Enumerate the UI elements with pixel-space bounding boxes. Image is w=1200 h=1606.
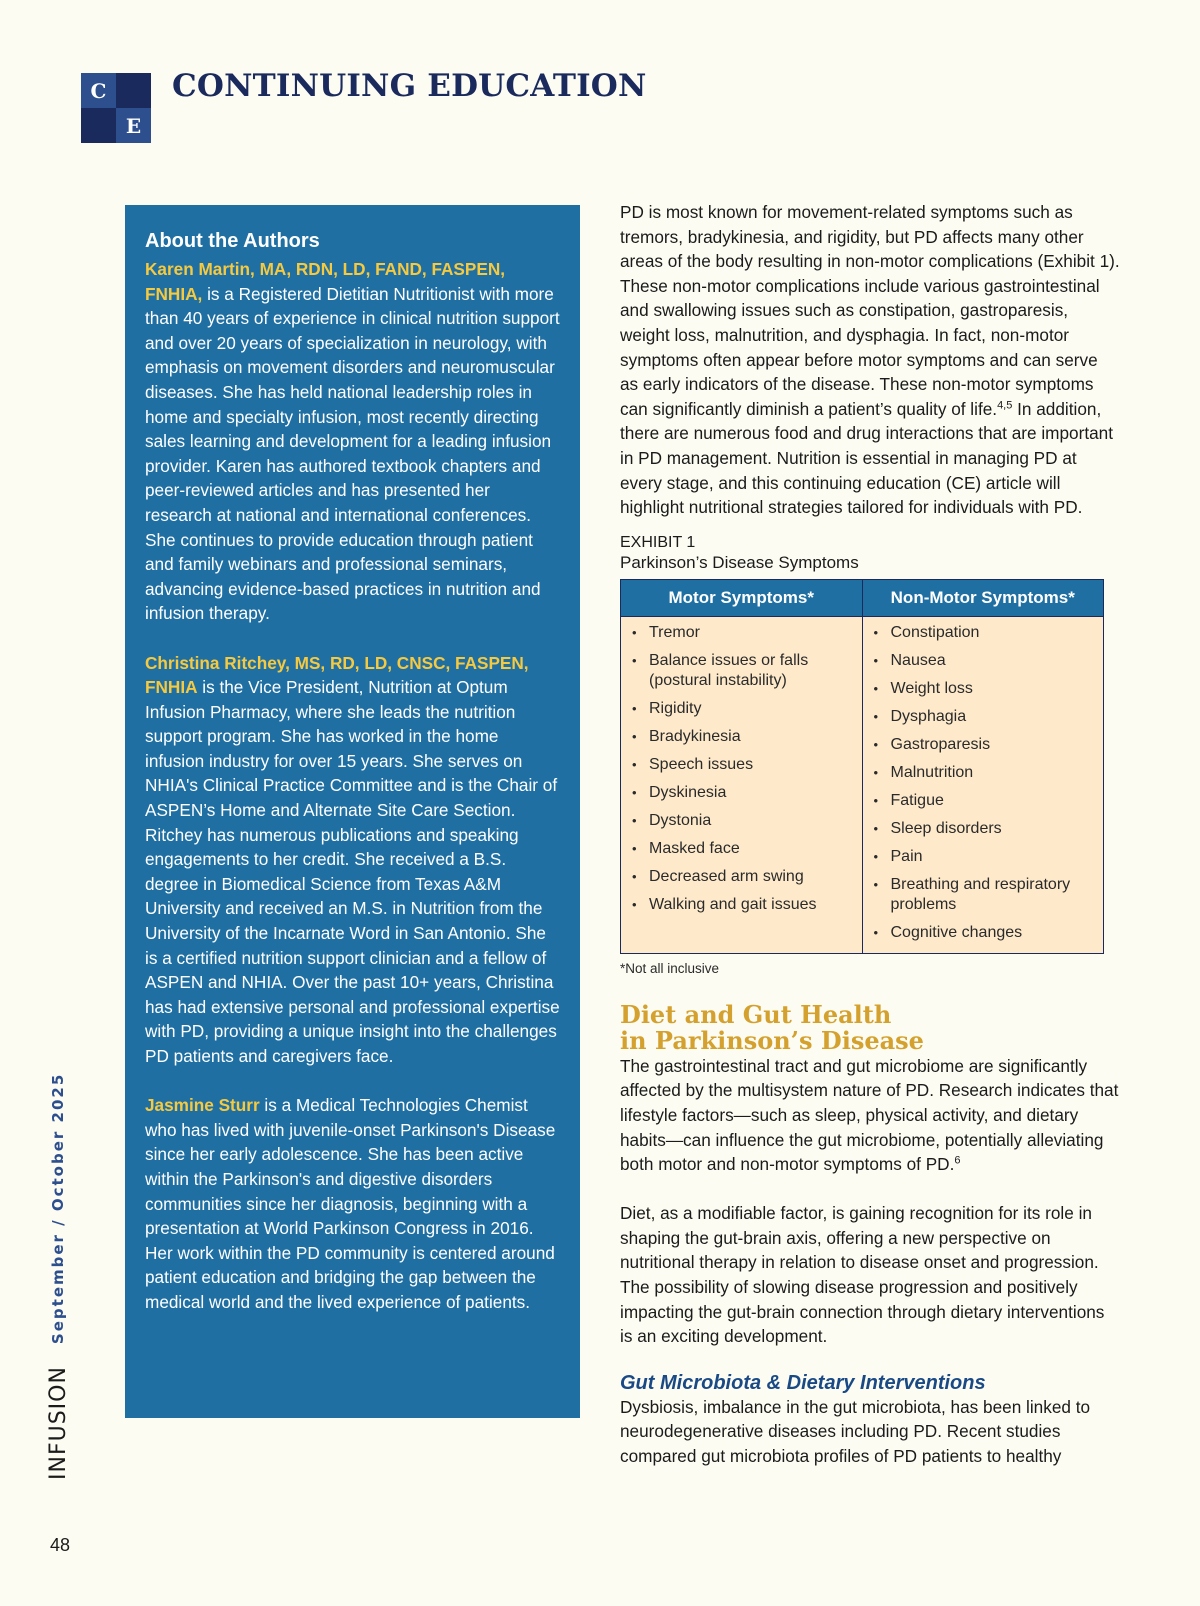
citation: 6 [954,1154,961,1167]
non-motor-column [863,617,1104,953]
list-item: • Speech issues [629,755,854,776]
author-name: Karen Martin, MA, RDN, LD, FAND, FASPEN, FNHIA, [145,259,506,304]
list-item: • Rigidity [629,699,854,720]
diet-heading-line: Diet and Gut Health [620,999,892,1029]
intro-text: PD is most known for movement-related symptoms such as tremors, bradykinesia, and rigidity, but PD affects many other areas of the body resulting in non-motor complications (Exhibit 1). These non-motor complications include various gastrointestinal and swallowing issues such as constipation, gastroparesis, weight loss, malnutrition, and dysphagia. In fact, non-motor symptoms often appear before motor symptoms and can serve as early indicators of the disease. These non-motor symptoms can significantly diminish a patient’s quality of life. [620,202,1120,419]
intro-text: In addition, there are numerous food and drug interactions that are important in PD management. Nutrition is essential in managing PD at every stage, and this continuing education (CE) article will highlight nutritional strategies tailored for individuals with PD. [620,398,1113,518]
ce-logo-block [116,73,151,108]
list-item: • Nausea [871,651,1096,672]
list-item: • Malnutrition [871,763,1096,784]
exhibit-label: EXHIBIT 1 [620,533,696,551]
motor-column-header: Motor Symptoms* [621,580,863,616]
list-item: • Bradykinesia [629,727,854,748]
list-item: • Tremor [629,623,854,644]
running-footer [38,1030,78,1480]
author-bio-text: is a Registered Dietitian Nutritionist with more than 40 years of experience in clinical nutrition support and over 20 years of specialization in neurology, with emphasis on movement disorders and neuromuscular diseases. She has held national leadership roles in home and specialty infusion, most recently directing sales learning and development for a leading infusion provider. Karen has authored textbook chapters and peer-reviewed articles and has presented her research at national and international conferences. She continues to provide education through patient and family webinars and professional seminars, advancing evidence-based practices in nutrition and infusion therapy. [145,283,560,624]
list-item: • Constipation [871,623,1096,644]
non-motor-column-header: Non-Motor Symptoms* [890,587,1075,607]
author-bio [145,257,560,626]
table-header [621,580,1103,616]
list-item: • Pain [871,847,1096,868]
symptoms-table [620,579,1104,954]
gut-heading: Gut Microbiota & Dietary Interventions [620,1371,986,1394]
citation: 4,5 [997,399,1013,412]
table-footnote: *Not all inclusive [620,960,720,976]
diet-heading [620,999,1120,1055]
list-item: • Sleep disorders [871,819,1096,840]
list-item: • Dystonia [629,811,854,832]
author-name: Jasmine Sturr [145,1095,260,1116]
ce-logo-c: C [81,73,116,108]
list-item: • Dysphagia [871,707,1096,728]
author-name: Christina Ritchey, MS, RD, LD, CNSC, FASPEN, FNHIA [145,652,529,698]
author-bio-text: is a Medical Technologies Chemist who has lived with juvenile-onset Parkinson's Disease since her early adolescence. She has been active within the Parkinson's and digestive disorders communities since her diagnosis, beginning with a presentation at World Parkinson Congress in 2016. Her work within the PD community is centered around patient education and bridging the gap between the medical world and the lived experience of patients. [145,1095,556,1312]
exhibit-title: Parkinson’s Disease Symptoms [620,552,859,572]
list-item: • Breathing and respiratory problems [871,875,1096,916]
list-item: • Gastroparesis [871,735,1096,756]
diet-paragraph [620,1054,1120,1177]
diet-heading-line: in Parkinson’s Disease [620,1025,924,1055]
diet-text: The gastrointestinal tract and gut microbiome are significantly affected by the multisystem nature of PD. Research indicates that lifestyle factors—such as sleep, physical activity, and dietary habits—can influence the gut microbiome, potentially alleviating both motor and non-motor symptoms of PD. [620,1055,1119,1175]
intro-paragraph [620,200,1120,520]
author-bio [145,1093,560,1314]
list-item: • Masked face [629,839,854,860]
list-item: • Dyskinesia [629,783,854,804]
gut-paragraph: Dysbiosis, imbalance in the gut microbiota, has been linked to neurodegenerative diseases including PD. Recent studies compared gut microbiota profiles of PD patients to healthy [620,1396,1091,1467]
author-bio-text: is the Vice President, Nutrition at Optum Infusion Pharmacy, where she leads the nutrition support program. She has worked in the home infusion industry for over 15 years. She serves on NHIA's Clinical Practice Committee and is the Chair of ASPEN’s Home and Alternate Site Care Section. Ritchey has numerous publications and speaking engagements to her credit. She received a B.S. degree in Biomedical Science from Texas A&M University and received an M.S. in Nutrition from the University of the Incarnate Word in San Antonio. She is a certified nutrition support clinician and a fellow of ASPEN and NHIA. Over the past 10+ years, Christina has had extensive personal and professional expertise with PD, providing a unique insight into the challenges PD patients and caregivers face. [145,677,560,1066]
ce-logo [81,73,151,143]
section-title: CONTINUING EDUCATION [172,68,647,104]
magazine-brand: INFUSION [45,1366,71,1480]
about-authors-box [125,205,580,1418]
list-item: • Walking and gait issues [629,895,854,916]
motor-column [621,617,863,953]
list-item: • Decreased arm swing [629,867,854,888]
page-number: 48 [50,1535,71,1555]
list-item: • Cognitive changes [871,923,1096,944]
issue-date: September / October 2025 [49,1072,67,1345]
table-body [621,616,1103,953]
list-item: • Balance issues or falls (postural instability) [629,651,854,692]
ce-logo-e: E [116,108,151,143]
diet-paragraph: Diet, as a modifiable factor, is gaining recognition for its role in shaping the gut-brain axis, offering a new perspective on nutritional therapy in relation to disease onset and progression. The possibility of slowing disease progression and positively impacting the gut-brain connection through dietary interventions is an exciting development. [620,1203,1105,1347]
ce-logo-block [81,108,116,143]
list-item: • Weight loss [871,679,1096,700]
list-item: • Fatigue [871,791,1096,812]
article-column [620,200,1120,1469]
authors-heading: About the Authors [145,230,320,252]
author-bio [145,651,560,1069]
